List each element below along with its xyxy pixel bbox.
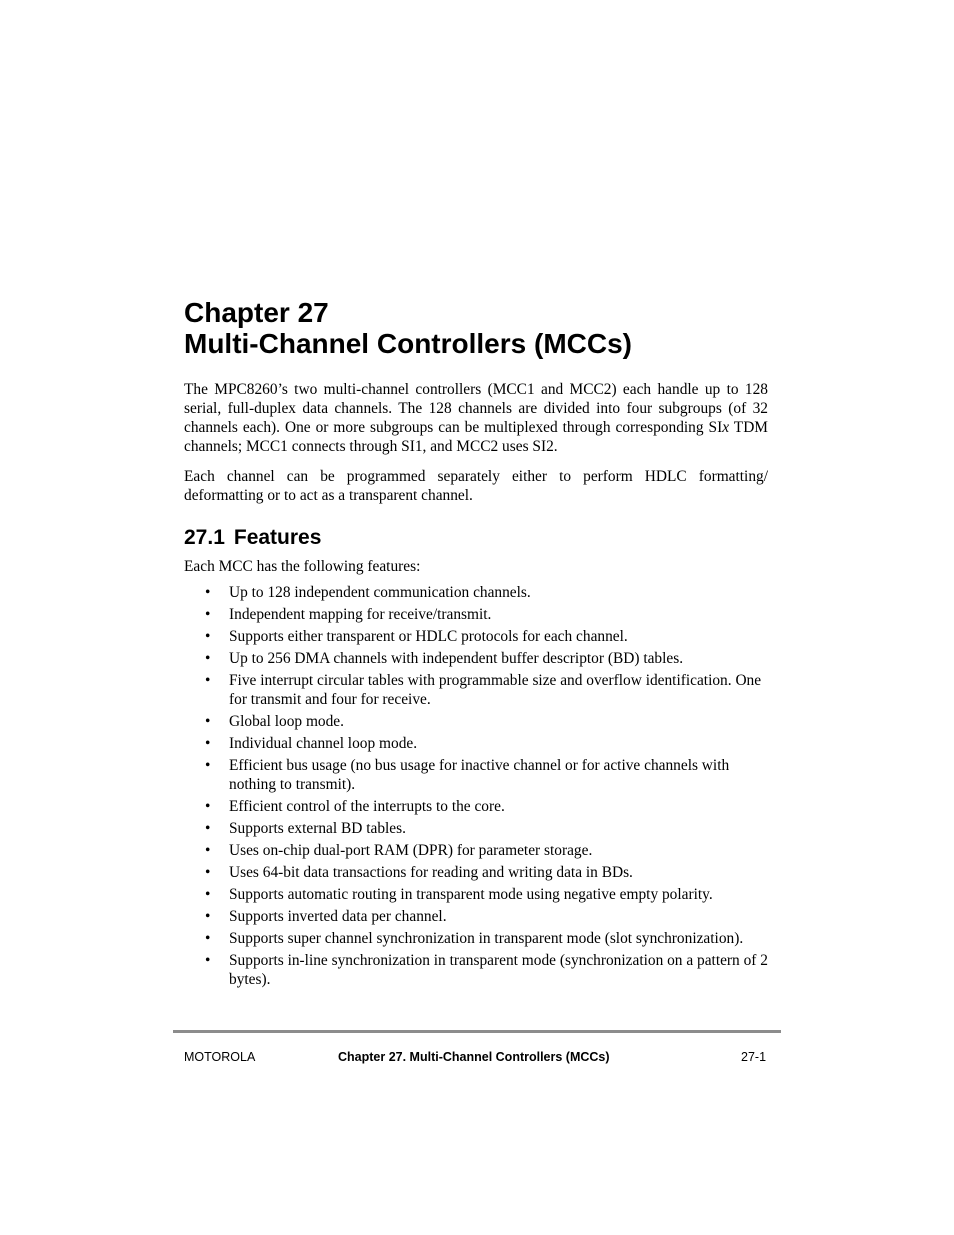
bullet-icon: • [205,842,211,859]
feature-list [184,583,774,992]
channel-paragraph: Each channel can be programmed separately either to perform HDLC formatting/ deformatting or to act as a transparent channel. [184,468,768,504]
bullet-icon: • [205,672,211,689]
section-title: Features [233,526,322,549]
feature-text: Efficient bus usage (no bus usage for inactive channel or for active channels with nothing to transmit). [229,757,730,793]
feature-list-item [184,841,774,860]
feature-text: Independent mapping for receive/transmit. [229,606,492,623]
bullet-icon: • [205,606,211,623]
feature-list-item [184,712,774,731]
feature-list-item [184,734,774,753]
feature-list-item [184,671,774,709]
bullet-icon: • [205,908,211,925]
feature-list-item [184,885,774,904]
feature-text: Individual channel loop mode. [229,735,418,752]
bullet-icon: • [205,735,211,752]
feature-text: Supports super channel synchronization in transparent mode (slot synchronization). [229,930,744,947]
bullet-icon: • [205,713,211,730]
feature-text: Up to 128 independent communication channels. [229,584,531,601]
feature-text: Supports automatic routing in transparent mode using negative empty polarity. [229,886,713,903]
feature-text: Efficient control of the interrupts to the core. [229,798,505,815]
feature-text: Up to 256 DMA channels with independent buffer descriptor (BD) tables. [229,650,684,667]
bullet-icon: • [205,628,211,645]
feature-text: Supports inverted data per channel. [229,908,447,925]
chapter-name: Multi-Channel Controllers (MCCs) [184,328,632,359]
bullet-icon: • [205,584,211,601]
feature-list-item [184,951,774,989]
feature-list-item [184,907,774,926]
feature-list-item [184,649,774,668]
section-number: 27.1 [184,526,225,549]
feature-text: Uses 64-bit data transactions for reading and writing data in BDs. [229,864,633,881]
bullet-icon: • [205,820,211,837]
bullet-icon: • [205,757,211,774]
feature-list-item [184,756,774,794]
bullet-icon: • [205,886,211,903]
intro-paragraph [184,380,768,456]
features-intro: Each MCC has the following features: [184,558,421,575]
footer-page-number: 27-1 [741,1050,767,1064]
feature-list-item [184,819,774,838]
feature-list-item [184,797,774,816]
feature-list-item [184,863,774,882]
feature-text: Supports either transparent or HDLC protocols for each channel. [229,628,628,645]
footer-divider [173,1030,781,1033]
bullet-icon: • [205,864,211,881]
intro-paragraph-tail: TDM channels; MCC1 connects through SI1, and MCC2 uses SI2. [184,419,768,455]
feature-text: Supports external BD tables. [229,820,406,837]
footer-chapter-title: Chapter 27. Multi-Channel Controllers (MCCs) [338,1050,610,1064]
feature-list-item [184,583,774,602]
feature-text: Supports in-line synchronization in transparent mode (synchronization on a pattern of 2 bytes). [229,952,768,988]
feature-text: Global loop mode. [229,713,344,730]
feature-list-item [184,627,774,646]
bullet-icon: • [205,650,211,667]
intro-paragraph-text: The MPC8260’s two multi-channel controllers (MCC1 and MCC2) each handle up to 128 serial, full-duplex data channels. The 128 channels are divided into four subgroups (of 32 channels each). One or more subgroups can be multiplexed through corresponding SI [184,381,768,436]
feature-list-item [184,605,774,624]
feature-list-item [184,929,774,948]
bullet-icon: • [205,798,211,815]
feature-text: Five interrupt circular tables with programmable size and overflow identification. One for transmit and four for receive. [229,672,762,708]
bullet-icon: • [205,930,211,947]
chapter-title [184,297,632,359]
footer-publisher: MOTOROLA [184,1050,256,1064]
chapter-number: Chapter 27 [184,297,329,328]
feature-text: Uses on-chip dual-port RAM (DPR) for parameter storage. [229,842,593,859]
bullet-icon: • [205,952,211,969]
section-heading [184,525,321,551]
intro-paragraph-italic: x [722,419,730,436]
